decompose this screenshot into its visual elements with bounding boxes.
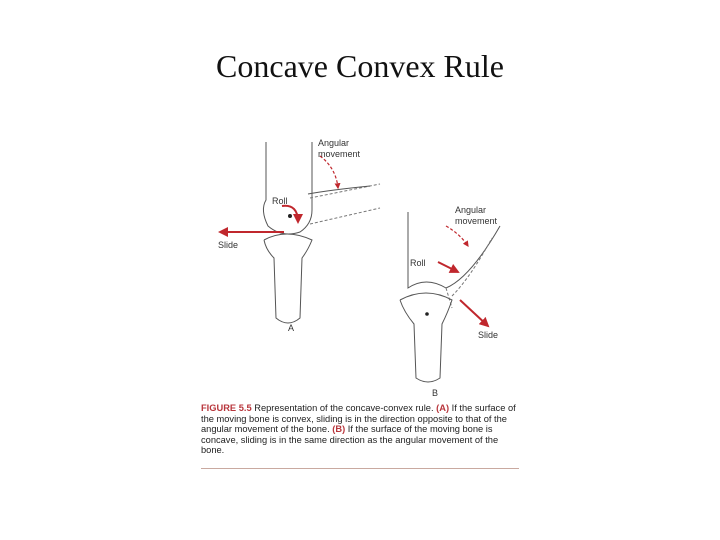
panel-b-slide-label: Slide <box>478 330 499 340</box>
caption-divider <box>201 468 519 469</box>
panel-a-angular-arrow <box>320 156 338 188</box>
caption-tag-b: (B) <box>332 424 346 435</box>
panel-b-slide-arrow <box>460 300 488 326</box>
panel-b-angular-arrow <box>446 226 468 246</box>
panel-a <box>218 138 380 333</box>
panel-a-pivot <box>288 214 292 218</box>
caption-text-2: If the surface of the moving bone is convex, sliding is in the direction opposite to that of the angular movement of the bone. <box>201 403 516 435</box>
slide-title: Concave Convex Rule <box>216 48 504 84</box>
caption-text-1: Representation of the concave-convex rule. <box>251 403 437 413</box>
panel-b-roll-arrow <box>438 262 458 272</box>
concave-convex-figure <box>190 128 530 400</box>
panel-b-angular-label-2: movement <box>455 216 498 226</box>
panel-a-angular-label-2: movement <box>318 149 361 159</box>
panel-a-lower-bone <box>264 234 312 323</box>
caption-tag-a: (A) <box>436 403 450 413</box>
panel-a-moving-bone-dashed <box>310 184 380 224</box>
panel-a-letter: A <box>288 323 295 333</box>
panel-b-letter: B <box>432 388 439 398</box>
panel-a-upper-bone <box>263 142 312 234</box>
panel-a-moving-bone <box>308 186 370 194</box>
caption-figure-number: FIGURE 5.5 <box>201 403 252 413</box>
panel-a-roll-arrow <box>282 206 298 222</box>
panel-b-lower-bone <box>400 293 452 382</box>
panel-b-upper-bone-dashed <box>446 238 492 308</box>
panel-b <box>400 205 500 398</box>
panel-a-angular-label-1: Angular <box>318 138 350 148</box>
panel-b-roll-label: Roll <box>410 258 426 268</box>
panel-a-slide-label: Slide <box>218 240 239 250</box>
caption-text-3: If the surface of the moving bone is concave, sliding is in the same direction as the angular movement of the bone. <box>201 424 499 456</box>
figure-caption <box>201 403 519 456</box>
panel-a-roll-label: Roll <box>272 196 288 206</box>
panel-b-angular-label-1: Angular <box>455 205 487 215</box>
panel-b-pivot <box>425 312 429 316</box>
